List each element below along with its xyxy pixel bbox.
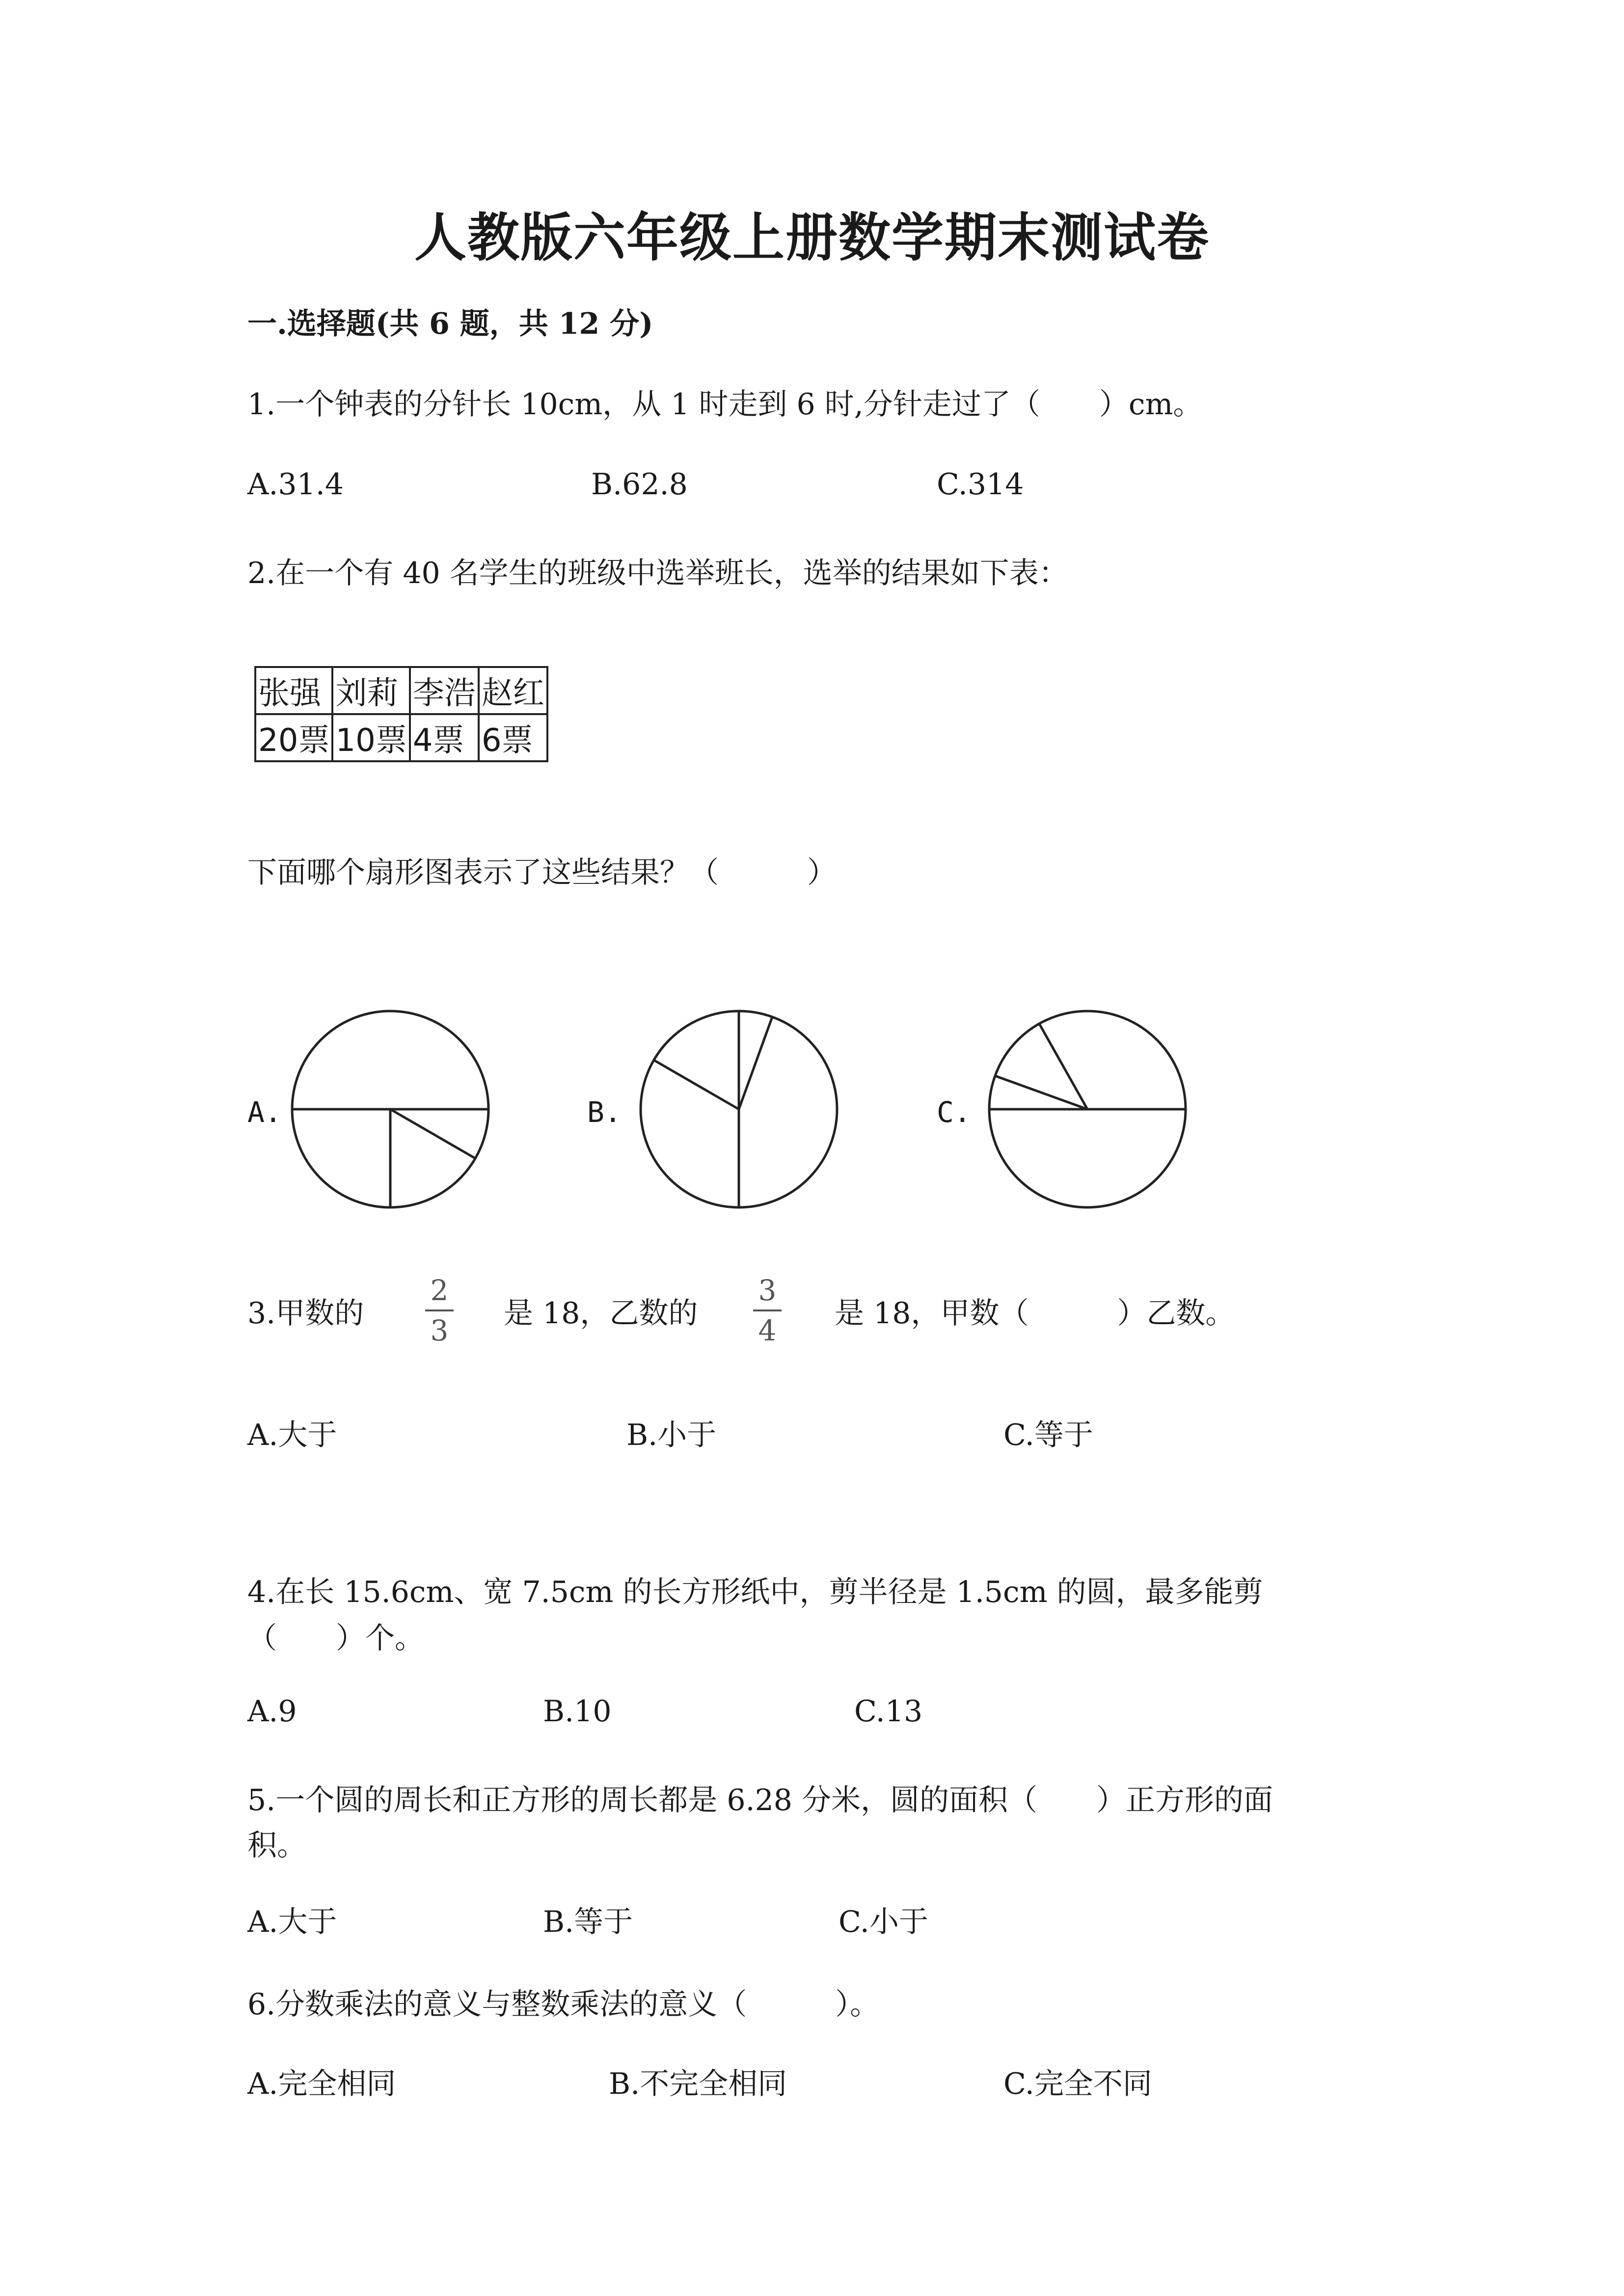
votes-table-name: 刘莉 [332,667,409,714]
fraction-denominator: 4 [758,1314,777,1347]
question-3-option-a: A.大于 [247,1418,337,1452]
question-4-option-b: B.10 [543,1694,612,1729]
page-title: 人教版六年级上册数学期末测试卷 [414,207,1210,268]
votes-table-name: 李浩 [410,667,479,714]
pie-c-radius-upper [1039,1024,1087,1109]
votes-table [254,666,548,762]
question-5-option-c: C.小于 [839,1905,928,1939]
fraction-bar [425,1309,454,1311]
question-6-option-b: B.不完全相同 [609,2067,787,2101]
fraction-numerator: 3 [758,1274,777,1307]
votes-table-name: 张强 [255,667,332,714]
question-1-text: 1.一个钟表的分针长 10cm，从 1 时走到 6 时,分针走过了（ ）cm。 [247,387,1203,422]
votes-table-votes: 4票 [410,714,479,761]
votes-table-votes-row [255,714,547,761]
question-3-text-part1: 3.甲数的 [247,1296,364,1331]
question-5-option-b: B.等于 [543,1905,633,1939]
question-4-option-a: A.9 [247,1694,297,1729]
question-6-option-c: C.完全不同 [1003,2067,1152,2101]
question-1-option-b: B.62.8 [591,467,688,502]
question-4-option-c: C.13 [854,1694,923,1729]
question-4-text-line1: 4.在长 15.6cm、宽 7.5cm 的长方形纸中，剪半径是 1.5cm 的圆，最多能剪 [247,1575,1263,1609]
votes-table-votes: 20票 [255,714,332,761]
question-5-option-a: A.大于 [247,1905,337,1939]
question-5-text-line2: 积。 [247,1828,306,1863]
question-4-text-line2: （ ）个。 [247,1621,424,1655]
votes-table-name: 赵红 [479,667,547,714]
question-2-text: 2.在一个有 40 名学生的班级中选举班长，选举的结果如下表： [247,556,1068,590]
question-1-option-a: A.31.4 [247,467,344,502]
question-3-text-part3: 是 18，甲数（ ）乙数。 [835,1296,1235,1331]
question-5-text-line1: 5.一个圆的周长和正方形的周长都是 6.28 分米，圆的面积（ ）正方形的面 [247,1783,1273,1817]
fraction-numerator: 2 [430,1274,449,1307]
pie-chart-option-c [982,1004,1193,1215]
pie-c-radius-left [995,1076,1087,1109]
votes-table-votes: 6票 [479,714,547,761]
question-3-option-b: B.小于 [626,1418,717,1452]
pie-b-radius-upper-right [739,1017,772,1109]
pie-option-b-label: B. [587,1095,622,1129]
question-6-text: 6.分数乘法的意义与整数乘法的意义（ ）。 [247,1987,880,2022]
fraction-three-quarters [750,1276,785,1345]
fraction-two-thirds [422,1276,457,1345]
pie-chart-option-a [285,1004,496,1215]
fraction-bar [753,1309,782,1311]
question-1-option-c: C.314 [937,467,1024,502]
pie-a-radius-slant [390,1109,475,1158]
pie-chart-option-b [633,1004,844,1215]
question-3-text-part2: 是 18，乙数的 [504,1296,698,1331]
pie-b-radius-upper-left [654,1060,739,1109]
pie-option-a-label: A. [247,1095,282,1129]
votes-table-header-row [255,667,547,714]
votes-table-votes: 10票 [332,714,409,761]
question-6-option-a: A.完全相同 [247,2067,396,2101]
section-heading: 一.选择题(共 6 题，共 12 分) [247,307,653,341]
question-3-option-c: C.等于 [1003,1418,1093,1452]
pie-option-c-label: C. [937,1095,971,1129]
fraction-denominator: 3 [430,1314,449,1347]
question-2-prompt: 下面哪个扇形图表示了这些结果？（ ） [247,855,837,890]
